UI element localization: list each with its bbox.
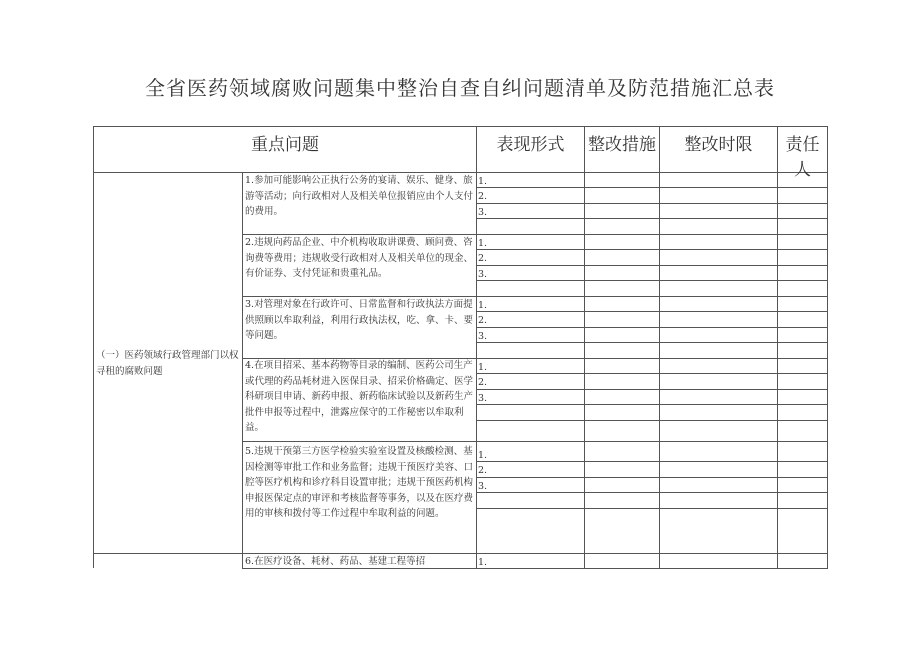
col-border [93,126,94,568]
row-line [476,327,828,328]
header-owner: 责任人 [785,135,820,180]
issue-item-1: 1.参加可能影响公正执行公务的宴请、娱乐、健身、旅游等活动；向行政相对人及相关单位报销应由个人支付的费用。 [245,175,474,218]
row-line [476,265,828,266]
row-line [476,373,828,374]
form-num: 1. [478,176,488,187]
row-line [476,508,828,509]
row-line [476,492,828,493]
document-title: 全省医药领域腐败问题集中整治自查自纠问题清单及防范措施汇总表 [145,76,775,100]
row-line [476,280,828,281]
form-num: 2. [478,253,488,264]
form-num: 2. [478,377,488,388]
col-border [476,126,477,568]
issue-item-5: 5.违规干预第三方医学检验实验室设置及核酸检测、基因检测等审批工作和业务监督；违规干预医疗美容、口腔等医疗机构和诊疗科目设置审批；违规干预医药机构申报医保定点的审评和考核监督等事务，以及在医疗费用的审核和拨付等工作过程中牟取利益的问题。 [245,446,474,520]
form-num: 1. [478,450,488,461]
issue-item-6: 6.在医疗设备、耗材、药品、基建工程等招 [245,556,426,567]
header-key-issue: 重点问题 [251,135,319,155]
row-line [476,568,828,569]
form-num: 2. [478,465,488,476]
form-num: 1. [478,238,488,249]
row-line [476,342,828,343]
form-num: 3. [478,269,488,280]
header-deadline: 整改时限 [684,135,753,155]
issue-item-2: 2.违规向药品企业、中介机构收取讲课费、顾问费、咨询费等费用；违规收受行政相对人及相关单位的现金、有价证券、支付凭证和贵重礼品。 [245,237,474,280]
header-measure: 整改措施 [588,135,656,155]
form-num: 3. [478,481,488,492]
row-line [476,203,828,204]
row-line [476,249,828,250]
issue-item-3: 3.对管理对象在行政许可、日常监督和行政执法方面提供照顾以牟取利益，利用行政执法权，吃、拿、卡、要等问题。 [245,299,474,342]
row-line [476,218,828,219]
row-line [242,568,476,569]
row-line [476,477,828,478]
item-separator [242,441,828,442]
row-line [476,461,828,462]
form-num: 2. [478,315,488,326]
form-num: 3. [478,331,488,342]
form-num: 3. [478,207,488,218]
category-label: （一）医药领域行政管理部门以权寻租的腐败问题 [96,350,239,377]
row-line [476,311,828,312]
table-top-border [93,126,828,127]
col-border [777,126,778,568]
form-num: 3. [478,393,488,404]
header-form: 表现形式 [496,135,565,155]
row-line [476,389,828,390]
col-border [827,126,828,568]
form-num: 1. [478,362,488,373]
row-line [476,404,828,405]
col-border [659,126,660,568]
issue-item-4: 4.在项目招采、基本药物等目录的编制、医药公司生产或代理的药品耗材进入医保目录、招采价格确定、医学科研项目申请、新药申报、新药临床试验以及新药生产批件申报等过程中，泄露应保守的工作秘密以牟取利益。 [245,360,474,434]
form-num: 1. [478,557,488,568]
form-num: 2. [478,191,488,202]
col-border [242,172,243,568]
col-border [584,126,585,568]
row-line [476,187,828,188]
form-num: 1. [478,300,488,311]
row-line [476,420,828,421]
